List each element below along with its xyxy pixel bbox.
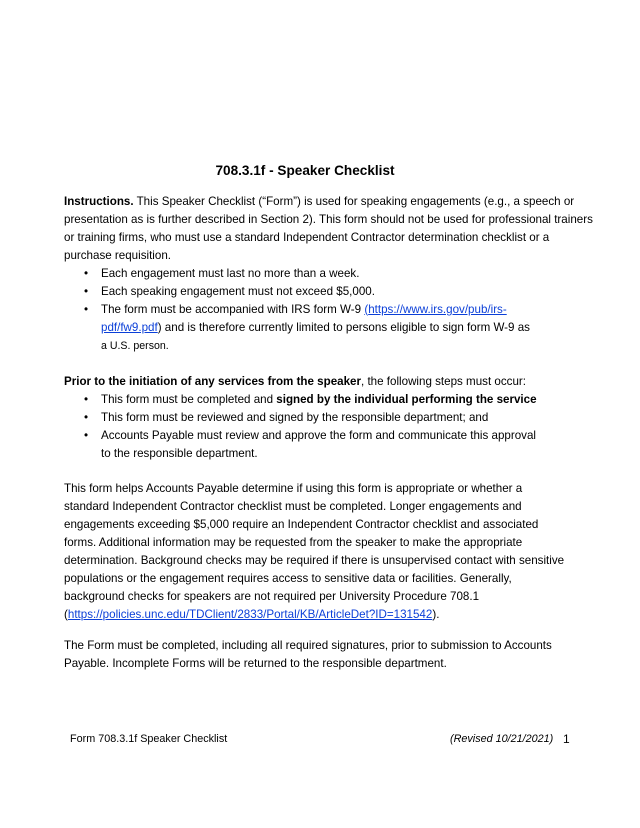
bullet-text: Each speaking engagement must not exceed $5,000.: [101, 285, 375, 298]
prior-label: Prior to the initiation of any services from the speaker: [64, 375, 362, 388]
list-item: [64, 265, 546, 283]
completion-paragraph: The Form must be completed, including all required signatures, prior to submission to Accounts Payable. Incomplete Forms will be returned to the responsible department.: [64, 639, 552, 670]
instructions-section: [64, 193, 594, 355]
list-item: [64, 427, 546, 463]
completion-section: [64, 637, 564, 673]
helps-paragraph: [64, 480, 569, 624]
link-paren-open: (: [364, 303, 369, 316]
bullet-icon: •: [84, 429, 89, 442]
helps-section: [64, 480, 569, 624]
bullet-icon: •: [84, 267, 89, 280]
prior-section: [64, 373, 594, 463]
footer-revised-date: (Revised 10/21/2021): [450, 733, 554, 745]
bullet-icon: •: [84, 303, 89, 316]
page-title: 708.3.1f - Speaker Checklist: [215, 163, 395, 178]
bullet-icon: •: [84, 393, 89, 406]
bullet-text: Accounts Payable must review and approve the form and communicate this approval to the responsible department.: [101, 429, 536, 460]
list-item: [64, 409, 546, 427]
bullet-text: a U.S. person.: [101, 340, 169, 352]
policy-link[interactable]: https://policies.unc.edu/TDClient/2833/Portal/KB/ArticleDet?ID=131542: [67, 608, 433, 621]
prior-bullet-list: [64, 391, 594, 463]
bullet-text: This form must be completed and: [101, 393, 277, 406]
bullet-icon: •: [84, 285, 89, 298]
footer-page-number: 1: [563, 732, 570, 746]
bullet-text: The form must be accompanied with IRS form W-9: [101, 303, 365, 316]
helps-text: This form helps Accounts Payable determine if using this form is appropriate or whether a standard Independent Contractor checklist must be completed. Longer engagements and engagements exceeding $5,000 require an Independent Contractor checklist and associated forms. Additional information may be requested from the speaker to make the appropriate determination. Background checks may be required if there is unsupervised contact with sensitive populations or the engagement requires access to sensitive data or facilities. Generally, background checks for speakers are not required per University Procedure 708.1: [64, 482, 565, 603]
list-item: [64, 301, 546, 355]
bullet-text: ) and is therefore currently limited to persons eligible to sign form W-9 as: [157, 321, 530, 334]
list-item: [64, 391, 546, 409]
instructions-text: This Speaker Checklist (“Form”) is used for speaking engagements (e.g., a speech or presentation as is further described in Section 2). This form should not be used for professional trainers or training firms, who must use a standard Independent Contractor determination checklist or a purchase requisition.: [64, 195, 593, 262]
instructions-label: Instructions.: [64, 195, 134, 208]
bullet-text: This form must be reviewed and signed by the responsible department; and: [101, 411, 489, 424]
prior-paragraph: [64, 373, 594, 391]
bullet-text: Each engagement must last no more than a week.: [101, 267, 360, 280]
prior-text: , the following steps must occur:: [361, 375, 526, 388]
instructions-paragraph: [64, 193, 594, 265]
link-paren-close: ).: [432, 608, 440, 621]
footer-form-name: Form 708.3.1f Speaker Checklist: [70, 733, 228, 745]
bullet-bold-text: signed by the individual performing the service: [276, 393, 537, 406]
irs-w9-link[interactable]: https://www.irs.gov/pub/irs-pdf/fw9.pdf: [101, 303, 507, 334]
link-paren-open: (: [64, 608, 68, 621]
instructions-bullet-list: [64, 265, 594, 355]
list-item: [64, 283, 546, 301]
bullet-icon: •: [84, 411, 89, 424]
